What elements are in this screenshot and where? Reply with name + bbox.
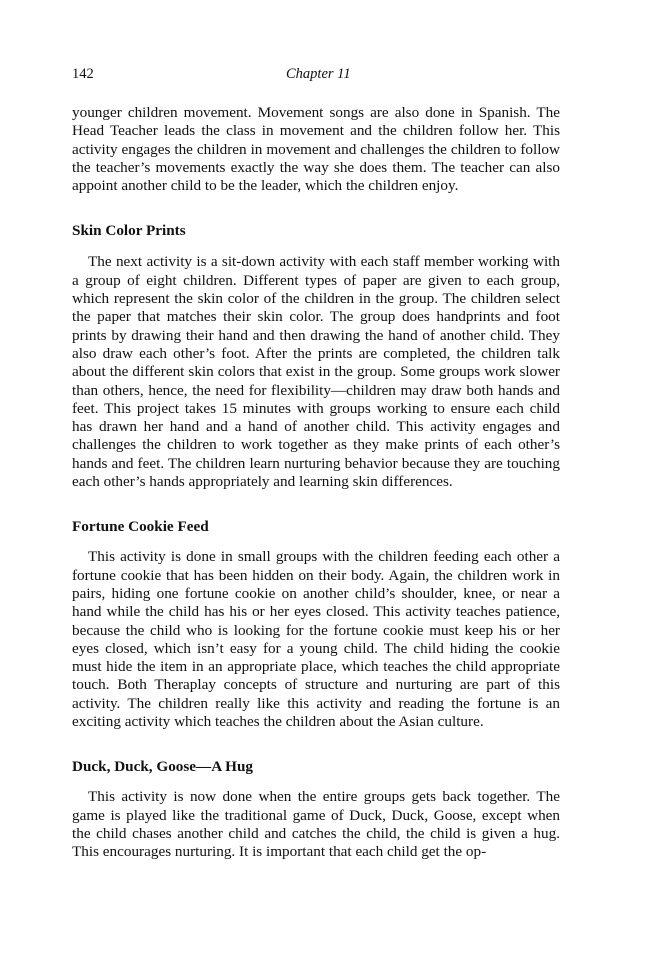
- book-page: [72, 66, 560, 862]
- page-number: 142: [72, 66, 94, 82]
- fortune-cookie-paragraph: This activity is done in small groups with the children feeding each other a fortune cookie that has been hidden on their body. Again, the children work in pairs, hiding one fortune cookie on another child’s shoulder, knee, or near a hand while the child has his or her eyes closed. This activity teaches patience, because the child who is looking for the fortune cookie must keep his or her eyes closed, which isn’t easy for a young child. The child hiding the cookie must hide the item in an appropriate place, which teaches the child appropriate touch. Both Theraplay concepts of structure and nurturing are part of this activity. The children really like this activity and reading the fortune is an exciting activity which teaches the children about the Asian culture.: [72, 548, 560, 731]
- intro-paragraph: younger children movement. Movement songs are also done in Spanish. The Head Teacher leads the class in movement and the children follow her. This activity engages the children in movement and challenges the children to follow the teacher’s movements exactly the way she does them. The teacher can also appoint another child to be the leader, which the children enjoy.: [72, 104, 560, 195]
- section-heading-fortune-cookie-feed: Fortune Cookie Feed: [72, 518, 209, 536]
- section-heading-duck-duck-goose: Duck, Duck, Goose—A Hug: [72, 758, 254, 776]
- skin-color-paragraph: The next activity is a sit-down activity with each staff member working with a group of eight children. Different types of paper are given to each group, which represent the skin color of the children in the group. The children select the paper that matches their skin color. The group does handprints and foot prints by drawing their hand and then drawing the hand of another child. They also draw each other’s foot. After the prints are completed, the children talk about the different skin colors that exist in the group. Some groups work slower than others, hence, the need for flexibility—children may draw both hands and feet. This project takes 15 minutes with groups working to ensure each child has drawn her hand and a hand of another child. This activity engages and challenges the children to work together as they make prints of each other’s hands and feet. The children learn nurturing behavior because they are touching each other’s hands appropriately and learning skin differences.: [72, 253, 560, 491]
- duck-duck-goose-paragraph: This activity is now done when the entire groups gets back together. The game is played like the traditional game of Duck, Duck, Goose, except when the child chases another child and catches the child, the child is given a hug. This encourages nurturing. It is important that each child get the op-: [72, 788, 560, 861]
- chapter-label: Chapter 11: [286, 66, 351, 82]
- section-heading-skin-color-prints: Skin Color Prints: [72, 222, 186, 240]
- running-head: [72, 66, 560, 90]
